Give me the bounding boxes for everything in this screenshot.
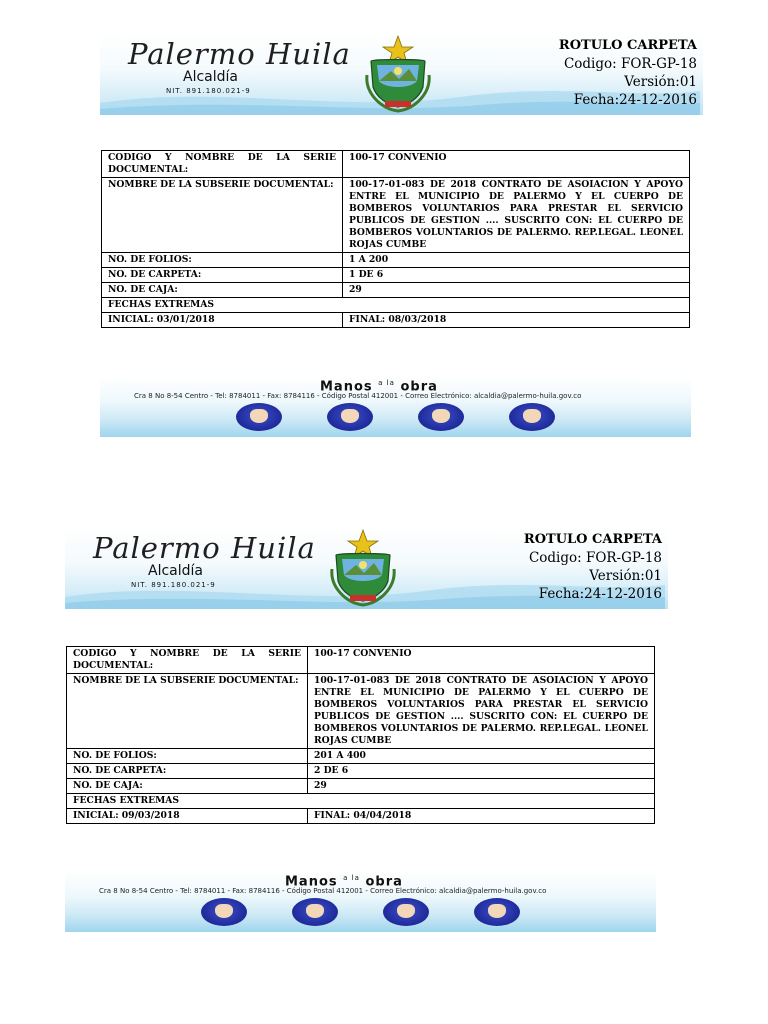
serie-value: 100-17 CONVENIO <box>343 151 690 178</box>
document-code: Codigo: FOR-GP-18 <box>563 56 697 72</box>
hand-icon <box>292 898 338 926</box>
hand-icon <box>201 898 247 926</box>
fechas-row <box>67 794 655 809</box>
dates-row <box>102 313 690 328</box>
fechas-label: FECHAS EXTREMAS <box>67 794 655 809</box>
fechas-label: FECHAS EXTREMAS <box>102 298 690 313</box>
subserie-row <box>102 178 690 253</box>
hand-icon <box>383 898 429 926</box>
brand-name: Palermo Huila <box>93 531 316 565</box>
document-date: Fecha:24-12-2016 <box>573 92 697 108</box>
hand-icon <box>236 403 282 431</box>
document-version: Versión:01 <box>589 568 662 584</box>
carpeta-value: 2 DE 6 <box>308 764 655 779</box>
subserie-label: NOMBRE DE LA SUBSERIE DOCUMENTAL: <box>67 674 308 749</box>
slogan-part-manos: Manos <box>285 874 338 890</box>
caja-label: NO. DE CAJA: <box>67 779 308 794</box>
caja-value: 29 <box>308 779 655 794</box>
carpeta-row <box>67 764 655 779</box>
subserie-value: 100-17-01-083 DE 2018 CONTRATO DE ASOIACION Y APOYO ENTRE EL MUNICIPIO DE PALERMO Y EL CUERPO DE BOMBEROS VOLUNTARIOS PARA PRESTAR EL SERVICIO PUBLICOS DE GESTION .... SUSCRITO CON: EL CUERPO DE BOMBEROS VOLUNTARIOS DE PALERMO. REP.LEGAL. LEONEL ROJAS CUMBE <box>343 178 690 253</box>
folios-value: 1 A 200 <box>343 253 690 268</box>
slogan-part-manos: Manos <box>320 379 373 395</box>
serie-label: CODIGO Y NOMBRE DE LA SERIE DOCUMENTAL: <box>102 151 343 178</box>
carpeta-row <box>102 268 690 283</box>
header-banner <box>100 33 703 115</box>
contact-address: Cra 8 No 8-54 Centro - Tel: 8784011 - Fax: 8784116 - Código Postal 412001 - Correo Electrónico: alcaldia@palermo-huila.gov.co <box>99 887 547 895</box>
document-info <box>559 37 697 109</box>
hand-icon <box>509 403 555 431</box>
rotulo-table <box>101 150 690 328</box>
municipal-seal-icon <box>328 529 398 607</box>
caja-value: 29 <box>343 283 690 298</box>
folios-value: 201 A 400 <box>308 749 655 764</box>
document-version: Versión:01 <box>624 74 697 90</box>
slogan-part-ala: a la <box>343 874 360 882</box>
hand-icon <box>474 898 520 926</box>
caja-row <box>67 779 655 794</box>
footer-banner <box>65 872 656 932</box>
footer-banner <box>100 377 691 437</box>
document-type-title: ROTULO CARPETA <box>558 38 697 53</box>
folios-label: NO. DE FOLIOS: <box>67 749 308 764</box>
contact-address: Cra 8 No 8-54 Centro - Tel: 8784011 - Fax: 8784116 - Código Postal 412001 - Correo Electrónico: alcaldia@palermo-huila.gov.co <box>134 392 582 400</box>
serie-row <box>67 647 655 674</box>
nit-number: NIT. 891.180.021-9 <box>166 87 251 95</box>
subserie-row <box>67 674 655 749</box>
slogan-part-obra: obra <box>365 874 403 890</box>
hand-icon <box>418 403 464 431</box>
fechas-row <box>102 298 690 313</box>
caja-label: NO. DE CAJA: <box>102 283 343 298</box>
date-final: FINAL: 04/04/2018 <box>308 809 655 824</box>
serie-row <box>102 151 690 178</box>
document-code: Codigo: FOR-GP-18 <box>528 550 662 566</box>
nit-number: NIT. 891.180.021-9 <box>131 581 216 589</box>
document-type-title: ROTULO CARPETA <box>523 532 662 547</box>
folios-row <box>102 253 690 268</box>
carpeta-label: NO. DE CARPETA: <box>102 268 343 283</box>
hand-icon <box>327 403 373 431</box>
folios-label: NO. DE FOLIOS: <box>102 253 343 268</box>
folios-row <box>67 749 655 764</box>
slogan-part-ala: a la <box>378 379 395 387</box>
date-final: FINAL: 08/03/2018 <box>343 313 690 328</box>
office-name: Alcaldía <box>148 563 203 579</box>
subserie-value: 100-17-01-083 DE 2018 CONTRATO DE ASOIACION Y APOYO ENTRE EL MUNICIPIO DE PALERMO Y EL CUERPO DE BOMBEROS VOLUNTARIOS PARA PRESTAR EL SERVICIO PUBLICOS DE GESTION .... SUSCRITO CON: EL CUERPO DE BOMBEROS VOLUNTARIOS DE PALERMO. REP.LEGAL. LEONEL ROJAS CUMBE <box>308 674 655 749</box>
rotulo-table <box>66 646 655 824</box>
document-info <box>524 531 662 603</box>
date-initial: INICIAL: 03/01/2018 <box>102 313 343 328</box>
slogan-part-obra: obra <box>400 379 438 395</box>
serie-value: 100-17 CONVENIO <box>308 647 655 674</box>
office-name: Alcaldía <box>183 69 238 85</box>
brand-name: Palermo Huila <box>128 37 351 71</box>
carpeta-value: 1 DE 6 <box>343 268 690 283</box>
date-initial: INICIAL: 09/03/2018 <box>67 809 308 824</box>
dates-row <box>67 809 655 824</box>
header-banner <box>65 527 668 609</box>
municipal-seal-icon <box>363 35 433 113</box>
document-date: Fecha:24-12-2016 <box>538 586 662 602</box>
serie-label: CODIGO Y NOMBRE DE LA SERIE DOCUMENTAL: <box>67 647 308 674</box>
caja-row <box>102 283 690 298</box>
subserie-label: NOMBRE DE LA SUBSERIE DOCUMENTAL: <box>102 178 343 253</box>
carpeta-label: NO. DE CARPETA: <box>67 764 308 779</box>
